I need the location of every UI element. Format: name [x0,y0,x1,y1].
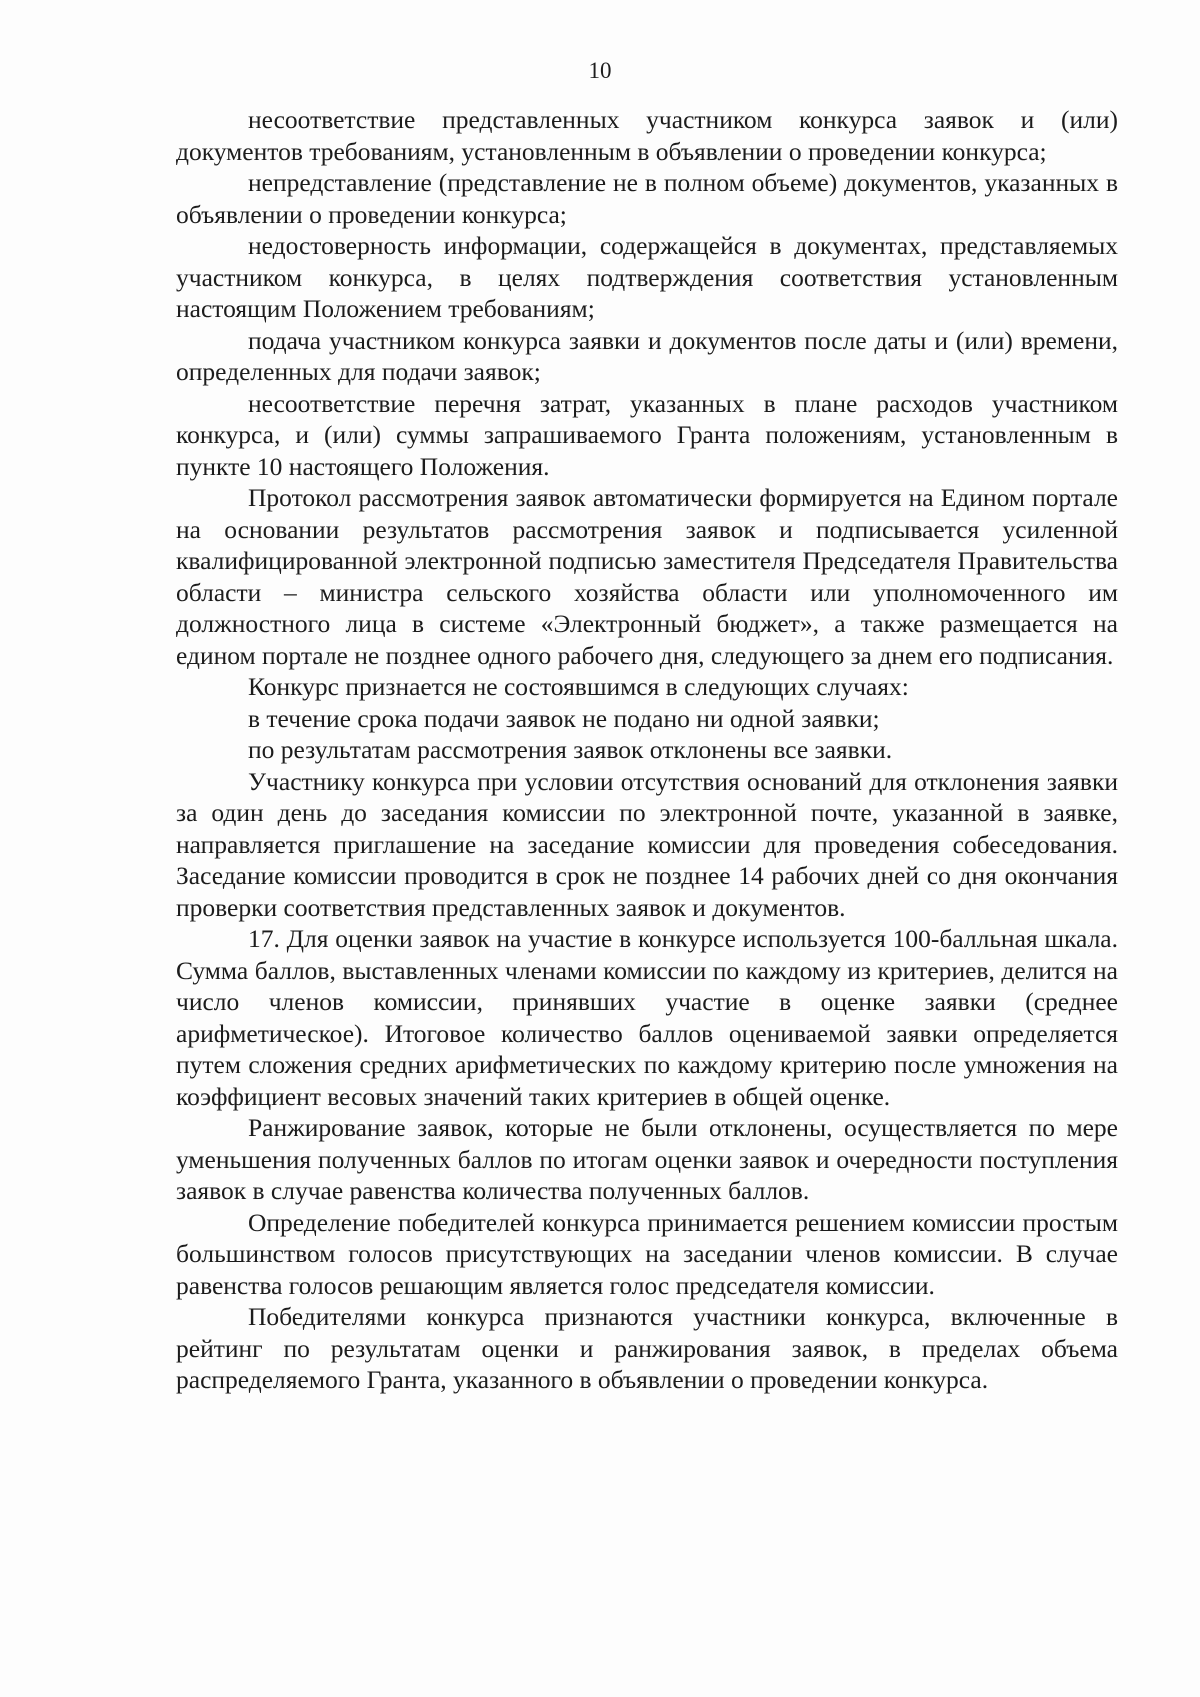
paragraph-unreliable-information: недостоверность информации, содержащейся в документах, представляемых участником конкурса, в целях подтверждения соответствия установленным настоящим Положением требованиям; [176,231,1118,323]
paragraph-mismatch-requirements: несоответствие представленных участником конкурса заявок и (или) документов требованиям, установленным в объявлении о проведении конкурса; [176,105,1118,166]
paragraph-all-rejected: по результатам рассмотрения заявок отклонены все заявки. [248,735,893,764]
paragraph-no-applications: в течение срока подачи заявок не подано ни одной заявки; [248,703,880,733]
paragraph-cost-mismatch: несоответствие перечня затрат, указанных в плане расходов участником конкурса, и (или) суммы запрашиваемого Гранта положениям, установленным в пункте 10 настоящего Положения. [176,388,1118,481]
document-body [176,104,1118,1396]
paragraph-winners: Победителями конкурса признаются участники конкурса, включенные в рейтинг по результатам оценки и ранжирования заявок, в пределах объема распределяемого Гранта, указанного в объявлении о проведении конкурса. [176,1302,1118,1394]
paragraph-winner-decision: Определение победителей конкурса принимается решением комиссии простым большинством голосов присутствующих на заседании членов комиссии. В случае равенства голосов решающим является голос председателя комиссии. [176,1207,1118,1300]
paragraph-ranking: Ранжирование заявок, которые не были отклонены, осуществляется по мере уменьшения полученных баллов по итогам оценки заявок и очередности поступления заявок в случае равенства количества полученных баллов. [176,1113,1118,1205]
paragraph-scoring-scale: 17. Для оценки заявок на участие в конкурсе используется 100-балльная шкала. Сумма баллов, выставленных членами комиссии по каждому из критериев, делится на число членов комиссии, принявших участие в оценке заявки (среднее арифметическое). Итоговое количество баллов оцениваемой заявки определяется путем сложения средних арифметических по каждому критерию после умножения на коэффициент весовых значений таких критериев в общей оценке. [176,924,1118,1111]
paragraph-incomplete-documents: непредставление (представление не в полном объеме) документов, указанных в объявлении о проведении конкурса; [176,168,1118,229]
paragraph-interview-invitation: Участнику конкурса при условии отсутствия оснований для отклонения заявки за один день до заседания комиссии по электронной почте, указанной в заявке, направляется приглашение на заседание комиссии для проведения собеседования. Заседание комиссии проводится в срок не позднее 14 рабочих дней со дня окончания проверки соответствия представленных заявок и документов. [176,766,1118,922]
paragraph-contest-failed: Конкурс признается не состоявшимся в следующих случаях: [248,672,909,701]
paragraph-review-protocol: Протокол рассмотрения заявок автоматически формируется на Едином портале на основании результатов рассмотрения заявок и подписывается усиленной квалифицированной электронной подписью заместителя Председателя Правительства области – министра сельского хозяйства области или уполномоченного им должностного лица в системе «Электронный бюджет», а также размещается на едином портале не позднее одного рабочего дня, следующего за днем его подписания. [176,483,1118,670]
paragraph-late-submission: подача участником конкурса заявки и документов после даты и (или) времени, определенных для подачи заявок; [176,325,1118,386]
page-number: 10 [588,58,612,83]
